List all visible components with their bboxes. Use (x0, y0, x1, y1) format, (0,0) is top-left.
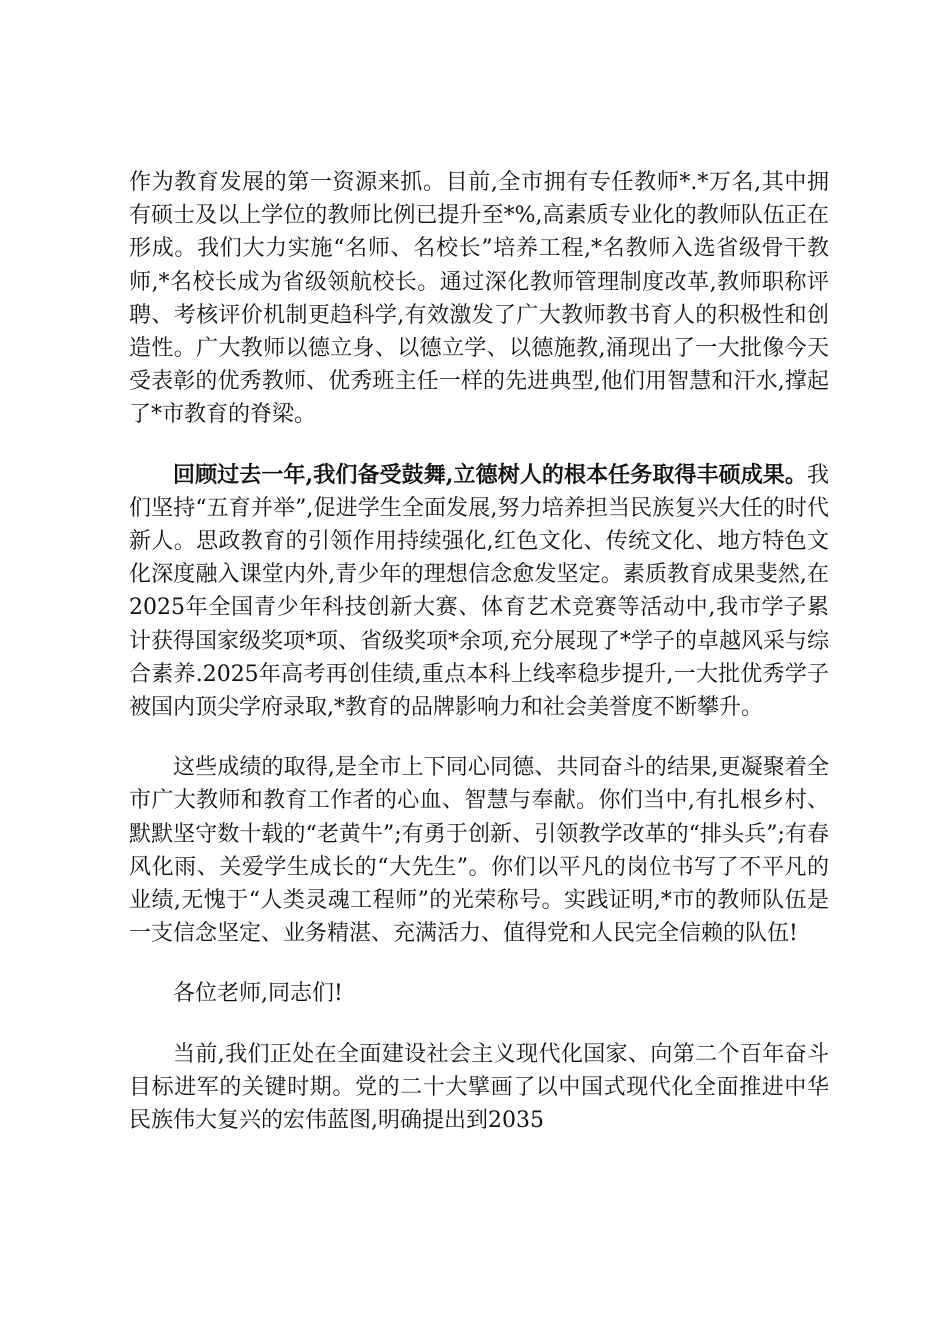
paragraph-text: 各位老师,同志们! (173, 981, 343, 1007)
paragraph-gap (129, 1011, 829, 1038)
paragraph-current-period (129, 1038, 829, 1138)
paragraph-gap (129, 724, 829, 751)
paragraph-gratitude (129, 751, 829, 950)
paragraph-text: 作为教育发展的第一资源来抓。目前,全市拥有专任教师*.*万名,其中拥有硕士及以上学位的教师比例已提升至*%,高素质专业化的教师队伍正在形成。我们大力实施“名师、名校长”培养工程,*名教师入选省级骨干教师,*名校长成为省级领航校长。通过深化教师管理制度改革,教师职称评聘、考核评价机制更趋科学,有效激发了广大教师教书育人的积极性和创造性。广大教师以德立身、以德立学、以德施教,涌现出了一大批像今天受表彰的优秀教师、优秀班主任一样的先进典型,他们用智慧和汗水,撑起了*市教育的脊梁。 (129, 170, 829, 428)
paragraph-salutation (129, 977, 829, 1010)
paragraph-text: 这些成绩的取得,是全市上下同心同德、共同奋斗的结果,更凝聚着全市广大教师和教育工作者的心血、智慧与奉献。你们当中,有扎根乡村、默默坚守数十载的“老黄牛”;有勇于创新、引领教学改革的“排头兵”;有春风化雨、关爱学生成长的“大先生”。你们以平凡的岗位书写了不平凡的业绩,无愧于“人类灵魂工程师”的光荣称号。实践证明,*市的教师队伍是一支信念坚定、业务精湛、充满活力、值得党和人民完全信赖的队伍! (129, 755, 829, 947)
paragraph-gap (129, 432, 829, 459)
paragraph-gap (129, 950, 829, 977)
paragraph-teacher-team (129, 166, 829, 432)
paragraph-bold-lead: 回顾过去一年,我们备受鼓舞,立德树人的根本任务取得丰硕成果。 (173, 461, 807, 488)
paragraph-text: 当前,我们正处在全面建设社会主义现代化国家、向第二个百年奋斗目标进军的关键时期。党的二十大擘画了以中国式现代化全面推进中华民族伟大复兴的宏伟蓝图,明确提出到2035 (129, 1041, 829, 1134)
paragraph-achievements (129, 459, 829, 725)
paragraph-text: 我们坚持“五育并举”,促进学生全面发展,努力培养担当民族复兴大任的时代新人。思政教育的引领作用持续强化,红色文化、传统文化、地方特色文化深度融入课堂内外,青少年的理想信念愈发坚定。素质教育成果斐然,在2025年全国青少年科技创新大赛、体育艺术竞赛等活动中,我市学子累计获得国家级奖项*项、省级奖项*余项,充分展现了*学子的卓越风采与综合素养.2025年高考再创佳绩,重点本科上线率稳步提升,一大批优秀学子被国内顶尖学府录取,*教育的品牌影响力和社会美誉度不断攀升。 (129, 462, 829, 721)
document-body (129, 166, 829, 1137)
